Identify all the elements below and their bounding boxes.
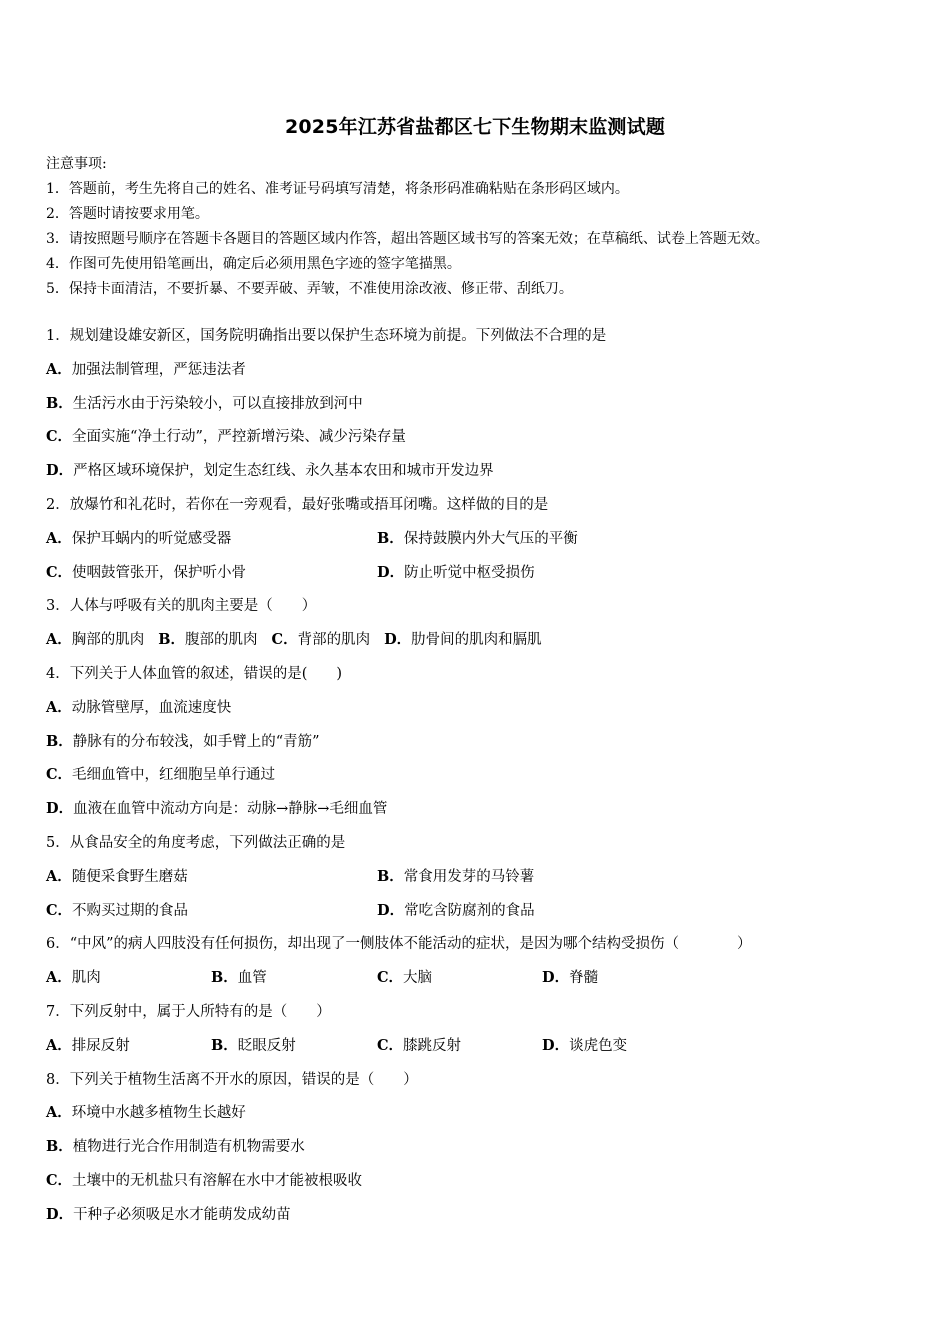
question-3-option-d [384,627,542,653]
option-letter: C． [46,766,73,784]
question-7-option-b [211,1033,296,1059]
question-list [46,323,926,1236]
question-8-option-d [46,1202,926,1236]
notice-section [46,152,926,302]
option-text: 保护耳蜗内的听觉感受器 [71,530,232,547]
question-7-options-row [46,1033,926,1067]
option-text: 不购买过期的食品 [72,902,189,919]
question-4-option-d [46,796,926,830]
question-4-stem: 4．下列关于人体血管的叙述，错误的是( ) [46,665,343,682]
option-text: 严格区域环境保护，划定生态红线、永久基本农田和城市开发边界 [73,463,494,480]
option-letter: D． [46,1205,74,1223]
question-6-options-row [46,965,926,999]
question-8-stem: 8．下列关于植物生活离不开水的原因，错误的是（ ） [46,1071,418,1088]
question-5-options-row-1 [46,864,926,898]
option-letter: B． [46,1138,73,1156]
option-text: 眨眼反射 [237,1037,296,1054]
option-letter: A． [46,969,72,987]
question-5-option-c [46,898,188,924]
option-letter: B． [377,867,404,885]
option-letter: B． [377,529,404,547]
option-letter: C． [46,1171,73,1189]
question-3-option-b [158,627,257,653]
option-text: 随便采食野生磨菇 [71,868,188,885]
option-text: 大脑 [403,970,433,987]
question-1-option-d [46,458,926,492]
option-text: 加强法制管理，严惩违法者 [71,361,246,378]
question-5-stem: 5．从食品安全的角度考虑，下列做法正确的是 [46,834,346,851]
question-7-option-d [542,1033,627,1059]
option-letter: B． [46,394,73,412]
option-text: 植物进行光合作用制造有机物需要水 [72,1139,305,1156]
option-text: 脊髓 [569,970,599,987]
option-text: 使咽鼓管张开，保护听小骨 [72,564,247,581]
page-title: 2025年江苏省盐都区七下生物期末监测试题 [284,116,666,138]
question-4-option-a [46,695,926,729]
question-3-option-a [46,627,144,653]
option-letter: B． [46,732,73,750]
option-letter: C． [46,901,73,919]
question-1-option-b [46,391,926,425]
notice-item: 2．答题时请按要求用笔。 [46,206,209,222]
question-2-stem: 2．放爆竹和礼花时，若你在一旁观看，最好张嘴或捂耳闭嘴。这样做的目的是 [46,496,549,513]
option-text: 谈虎色变 [569,1037,628,1054]
option-text: 膝跳反射 [403,1037,462,1054]
question-2-option-c [46,560,246,586]
question-2-options-row-2 [46,560,926,594]
option-text: 常吃含防腐剂的食品 [404,902,535,919]
question-5-options-row-2 [46,898,926,932]
option-letter: D． [542,1036,570,1054]
question-2-options-row-1 [46,526,926,560]
question-3-option-c [272,627,371,653]
option-letter: A． [46,360,72,378]
option-text: 毛细血管中，红细胞呈单行通过 [72,767,276,784]
notice-item: 3．请按照题号顺序在答题卡各题目的答题区域内作答，超出答题区域书写的答案无效；在草稿纸、试卷上答题无效。 [46,231,769,247]
option-letter: A． [46,1036,72,1054]
question-8-option-a [46,1100,926,1134]
option-text: 环境中水越多植物生长越好 [71,1105,246,1122]
option-letter: D． [46,800,74,818]
question-6-stem: 6．“中风”的病人四肢没有任何损伤，却出现了一侧肢体不能活动的症状，是因为哪个结构受损伤（ ） [46,936,752,953]
option-letter: D． [377,563,405,581]
option-letter: A． [46,867,72,885]
option-text: 土壤中的无机盐只有溶解在水中才能被根吸收 [72,1172,363,1189]
question-5-option-b [377,864,534,890]
option-letter: C． [377,969,404,987]
question-5-option-d [377,898,535,924]
option-text: 肋骨间的肌肉和膈肌 [411,632,542,649]
option-letter: A． [46,529,72,547]
notice-item: 4．作图可先使用铅笔画出，确定后必须用黑色字迹的签字笔描黑。 [46,256,461,272]
question-2-option-d [377,560,535,586]
option-letter: D． [384,631,412,649]
option-letter: B． [158,631,186,649]
question-1-option-a [46,357,926,391]
option-text: 胸部的肌肉 [71,632,145,649]
question-4-option-b [46,729,926,763]
option-text: 保持鼓膜内外大气压的平衡 [403,530,578,547]
option-letter: D． [377,901,405,919]
option-text: 血管 [237,970,267,987]
option-text: 背部的肌肉 [297,632,371,649]
question-6-option-a [46,965,101,991]
option-letter: A． [46,1104,72,1122]
option-text: 动脉管壁厚，血流速度快 [71,699,232,716]
option-letter: B． [211,1036,238,1054]
notice-item: 5．保持卡面清洁，不要折暴、不要弄破、弄皱，不准使用涂改液、修正带、刮纸刀。 [46,281,573,297]
question-5-option-a [46,864,188,890]
question-3-options-row [46,627,926,661]
option-text: 静脉有的分布较浅，如手臂上的“青筋” [72,733,320,750]
option-text: 常食用发芽的马铃薯 [403,868,535,885]
option-letter: A． [46,698,72,716]
option-letter: C． [46,563,73,581]
option-text: 排尿反射 [71,1037,130,1054]
option-letter: B． [211,969,238,987]
option-letter: D． [46,462,74,480]
question-6-option-d [542,965,598,991]
question-7-option-a [46,1033,130,1059]
question-2-option-b [377,526,578,552]
option-text: 腹部的肌肉 [185,632,258,649]
option-letter: C． [271,631,298,649]
option-letter: C． [46,428,73,446]
option-text: 血液在血管中流动方向是：动脉→静脉→毛细血管 [73,801,388,818]
question-1-option-c [46,424,926,458]
question-8-option-b [46,1134,926,1168]
question-1-stem: 1．规划建设雄安新区，国务院明确指出要以保护生态环境为前提。下列做法不合理的是 [46,328,607,344]
question-7-stem: 7．下列反射中，属于人所特有的是（ ） [46,1003,331,1020]
notice-item: 1．答题前，考生先将自己的姓名、准考证号码填写清楚，将条形码准确粘贴在条形码区域内。 [46,181,629,197]
question-7-option-c [377,1033,461,1059]
question-6-option-b [211,965,267,991]
option-text: 干种子必须吸足水才能萌发成幼苗 [73,1206,291,1223]
option-text: 生活污水由于污染较小，可以直接排放到河中 [72,395,363,412]
question-2-option-a [46,526,231,552]
question-8-option-c [46,1168,926,1202]
question-4-option-c [46,762,926,796]
option-text: 防止听觉中枢受损伤 [404,564,535,581]
option-letter: A． [46,631,72,649]
question-6-option-c [377,965,432,991]
option-text: 全面实施“净土行动”，严控新增污染、减少污染存量 [72,429,406,446]
option-text: 肌肉 [71,970,101,987]
notice-heading: 注意事项: [46,156,107,172]
option-letter: C． [377,1036,404,1054]
question-3-stem: 3．人体与呼吸有关的肌肉主要是（ ） [46,598,317,615]
option-letter: D． [542,969,570,987]
